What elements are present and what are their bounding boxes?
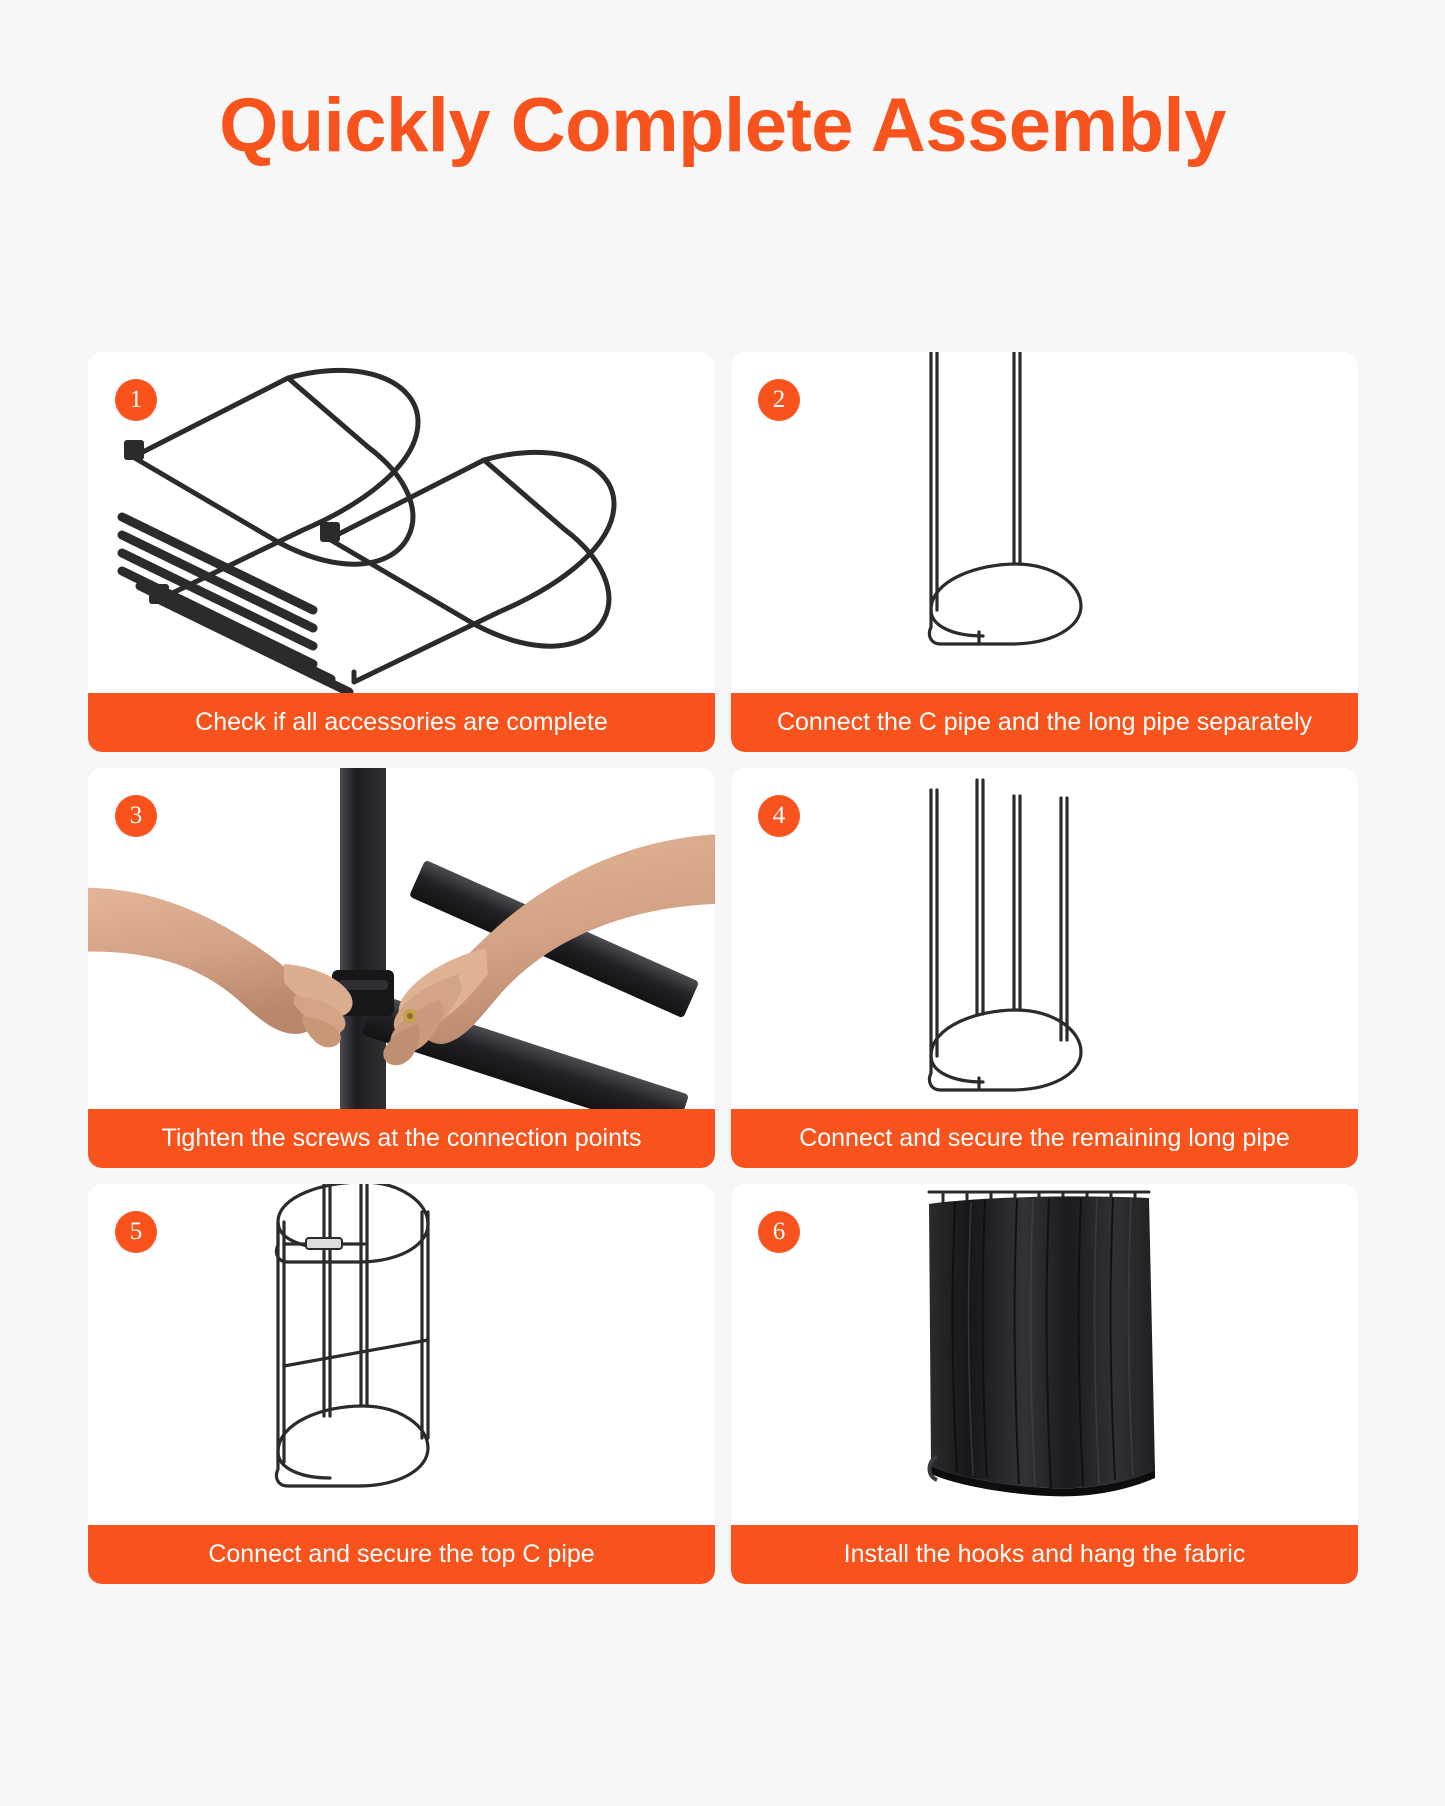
step-illustration-parts-layout	[88, 352, 715, 693]
step-card-4	[731, 768, 1358, 1168]
step-card-2	[731, 352, 1358, 752]
step-caption: Connect and secure the remaining long pipe	[731, 1109, 1358, 1168]
step-illustration-two-long-pipes-base	[731, 352, 1358, 693]
step-number-badge: 5	[115, 1211, 157, 1253]
step-card-3	[88, 768, 715, 1168]
step-photo-hands-tightening	[88, 768, 715, 1109]
step-illustration-fabric-hung	[731, 1184, 1358, 1525]
step-caption: Connect the C pipe and the long pipe separately	[731, 693, 1358, 752]
step-caption: Connect and secure the top C pipe	[88, 1525, 715, 1584]
step-caption: Tighten the screws at the connection points	[88, 1109, 715, 1168]
step-illustration-full-frame	[88, 1184, 715, 1525]
step-number-badge: 1	[115, 379, 157, 421]
step-number-badge: 6	[758, 1211, 800, 1253]
step-card-1	[88, 352, 715, 752]
steps-grid	[88, 352, 1358, 1584]
step-card-5	[88, 1184, 715, 1584]
step-number-badge: 3	[115, 795, 157, 837]
page-title: Quickly Complete Assembly	[219, 83, 1226, 168]
step-caption: Install the hooks and hang the fabric	[731, 1525, 1358, 1584]
step-number-badge: 2	[758, 379, 800, 421]
step-number-badge: 4	[758, 795, 800, 837]
step-card-6	[731, 1184, 1358, 1584]
step-illustration-four-long-pipes-base	[731, 768, 1358, 1109]
step-caption: Check if all accessories are complete	[88, 693, 715, 752]
